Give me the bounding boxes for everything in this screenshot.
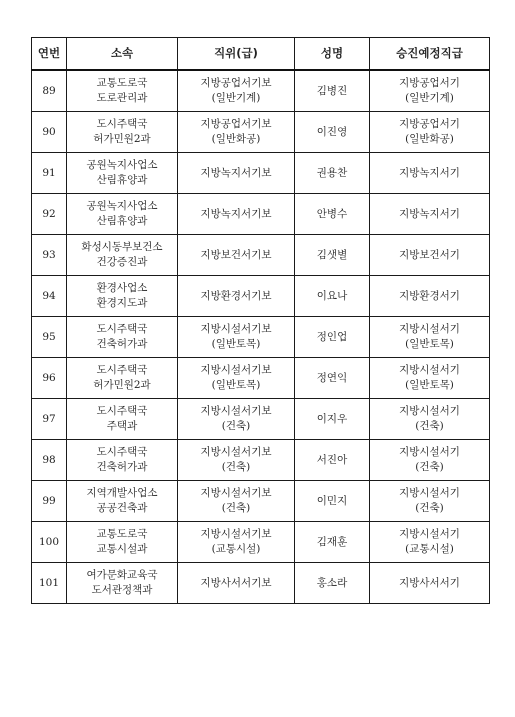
department-line: 도서관정책과 <box>91 584 153 596</box>
position-line: 지방시설서기보 <box>200 446 272 458</box>
position-line: (일반토목) <box>211 379 261 391</box>
promotion-rank-cell <box>370 481 490 522</box>
promotion-rank-line: 지방시설서기 <box>399 405 460 417</box>
position-cell <box>178 440 295 481</box>
position-cell <box>178 70 295 112</box>
name-cell: 권용찬 <box>295 153 370 194</box>
department-line: 공원녹지사업소 <box>86 159 158 171</box>
department-line: 환경지도과 <box>96 297 148 309</box>
department-cell <box>67 399 178 440</box>
header-name: 성명 <box>295 38 370 71</box>
name-cell: 이민지 <box>295 481 370 522</box>
position-line: 지방환경서기보 <box>200 289 272 302</box>
department-line: 환경사업소 <box>96 282 148 294</box>
promotion-rank-cell <box>370 358 490 399</box>
header-promotion-rank: 승진예정직급 <box>370 38 490 71</box>
position-cell <box>178 276 295 317</box>
promotion-rank-line: 지방시설서기 <box>399 446 460 458</box>
serial-number-cell: 101 <box>32 563 67 604</box>
promotion-rank-cell <box>370 440 490 481</box>
position-cell <box>178 399 295 440</box>
position-line: 지방공업서기보 <box>200 77 272 89</box>
serial-number-cell: 90 <box>32 112 67 153</box>
name-cell: 홍소라 <box>295 563 370 604</box>
header-department: 소속 <box>67 38 178 71</box>
name-cell: 이지우 <box>295 399 370 440</box>
promotion-rank-line: 지방녹지서기 <box>399 166 460 179</box>
department-line: 도시주택국 <box>96 446 148 458</box>
promotion-rank-line: (일반토목) <box>405 379 454 391</box>
position-line: 지방시설서기보 <box>200 528 272 540</box>
table-header-row <box>32 38 490 71</box>
promotion-rank-line: 지방시설서기 <box>399 528 460 540</box>
table-row <box>32 440 490 481</box>
position-cell <box>178 522 295 563</box>
promotion-rank-cell <box>370 112 490 153</box>
serial-number-cell: 89 <box>32 70 67 112</box>
promotion-rank-line: (일반토목) <box>405 338 454 350</box>
department-line: 공원녹지사업소 <box>86 200 158 212</box>
promotion-rank-line: 지방보건서기 <box>399 248 460 261</box>
position-line: 지방시설서기보 <box>200 487 272 499</box>
department-line: 도로관리과 <box>96 92 148 104</box>
position-line: (일반토목) <box>211 338 261 350</box>
promotion-rank-line: 지방시설서기 <box>399 364 460 376</box>
serial-number-cell: 100 <box>32 522 67 563</box>
department-line: 도시주택국 <box>96 405 148 417</box>
promotion-rank-cell <box>370 235 490 276</box>
header-position: 직위(급) <box>178 38 295 71</box>
promotion-rank-line: 지방공업서기 <box>399 118 460 130</box>
position-line: (일반화공) <box>211 133 261 145</box>
table-row <box>32 522 490 563</box>
promotion-rank-line: 지방시설서기 <box>399 487 460 499</box>
serial-number-cell: 94 <box>32 276 67 317</box>
serial-number-cell: 93 <box>32 235 67 276</box>
name-cell: 김병진 <box>295 70 370 112</box>
department-cell <box>67 153 178 194</box>
department-line: 도시주택국 <box>96 118 148 130</box>
table-row <box>32 358 490 399</box>
table-body <box>32 70 490 604</box>
promotion-rank-cell <box>370 70 490 112</box>
position-line: (일반기계) <box>211 92 261 104</box>
table-row <box>32 235 490 276</box>
promotion-rank-cell <box>370 399 490 440</box>
name-cell: 김샛별 <box>295 235 370 276</box>
position-line: (건축) <box>221 461 251 473</box>
promotion-rank-cell <box>370 276 490 317</box>
position-cell <box>178 563 295 604</box>
department-line: 도시주택국 <box>96 364 148 376</box>
position-line: 지방보건서기보 <box>200 248 272 261</box>
department-line: 교통도로국 <box>96 528 148 540</box>
department-line: 교통시설과 <box>96 543 148 555</box>
department-line: 건축허가과 <box>96 461 148 473</box>
department-cell <box>67 358 178 399</box>
promotion-rank-cell <box>370 563 490 604</box>
promotion-rank-line: (건축) <box>415 461 444 473</box>
promotion-rank-line: 지방공업서기 <box>399 77 460 89</box>
promotion-rank-line: 지방환경서기 <box>399 289 460 302</box>
serial-number-cell: 91 <box>32 153 67 194</box>
table-row <box>32 481 490 522</box>
position-line: 지방공업서기보 <box>200 118 272 130</box>
department-cell <box>67 317 178 358</box>
department-line: 여가문화교육국 <box>86 569 158 581</box>
department-line: 산림휴양과 <box>96 174 148 186</box>
department-cell <box>67 440 178 481</box>
department-cell <box>67 522 178 563</box>
position-line: (건축) <box>221 502 251 514</box>
position-cell <box>178 235 295 276</box>
promotion-table <box>31 37 490 604</box>
position-cell <box>178 112 295 153</box>
promotion-rank-line: (건축) <box>415 420 444 432</box>
department-line: 허가민원2과 <box>93 379 151 391</box>
name-cell: 이요나 <box>295 276 370 317</box>
table-row <box>32 153 490 194</box>
department-line: 공공건축과 <box>96 502 148 514</box>
table-row <box>32 399 490 440</box>
name-cell: 안병수 <box>295 194 370 235</box>
position-line: 지방시설서기보 <box>200 364 272 376</box>
department-cell <box>67 563 178 604</box>
serial-number-cell: 92 <box>32 194 67 235</box>
position-line: (건축) <box>221 420 251 432</box>
promotion-rank-cell <box>370 522 490 563</box>
position-line: (교통시설) <box>211 543 261 555</box>
promotion-rank-line: (일반기계) <box>405 92 454 104</box>
position-cell <box>178 481 295 522</box>
name-cell: 정연익 <box>295 358 370 399</box>
department-cell <box>67 112 178 153</box>
table-row <box>32 70 490 112</box>
promotion-rank-cell <box>370 153 490 194</box>
serial-number-cell: 99 <box>32 481 67 522</box>
promotion-rank-line: (교통시설) <box>405 543 454 555</box>
promotion-rank-cell <box>370 194 490 235</box>
department-line: 건강증진과 <box>96 256 148 268</box>
department-cell <box>67 194 178 235</box>
department-line: 건축허가과 <box>96 338 148 350</box>
department-line: 산림휴양과 <box>96 215 148 227</box>
department-line: 교통도로국 <box>96 77 148 89</box>
name-cell: 김재훈 <box>295 522 370 563</box>
position-cell <box>178 153 295 194</box>
table-row <box>32 112 490 153</box>
position-line: 지방녹지서기보 <box>200 166 272 179</box>
serial-number-cell: 97 <box>32 399 67 440</box>
department-line: 허가민원2과 <box>93 133 151 145</box>
position-line: 지방시설서기보 <box>200 323 272 335</box>
position-line: 지방사서서기보 <box>200 576 272 589</box>
promotion-rank-line: 지방사서서기 <box>399 576 460 589</box>
department-line: 도시주택국 <box>96 323 148 335</box>
position-cell <box>178 194 295 235</box>
department-line: 화성시동부보건소 <box>81 241 163 253</box>
serial-number-cell: 96 <box>32 358 67 399</box>
table-row <box>32 194 490 235</box>
table-row <box>32 276 490 317</box>
department-cell <box>67 276 178 317</box>
promotion-rank-line: (일반화공) <box>405 133 454 145</box>
department-line: 지역개발사업소 <box>86 487 158 499</box>
header-serial-number: 연번 <box>32 38 67 71</box>
promotion-rank-cell <box>370 317 490 358</box>
position-cell <box>178 358 295 399</box>
table-row <box>32 563 490 604</box>
promotion-rank-line: 지방시설서기 <box>399 323 460 335</box>
serial-number-cell: 98 <box>32 440 67 481</box>
serial-number-cell: 95 <box>32 317 67 358</box>
position-line: 지방녹지서기보 <box>200 207 272 220</box>
promotion-rank-line: 지방녹지서기 <box>399 207 460 220</box>
position-line: 지방시설서기보 <box>200 405 272 417</box>
department-cell <box>67 70 178 112</box>
department-cell <box>67 481 178 522</box>
department-cell <box>67 235 178 276</box>
name-cell: 정인업 <box>295 317 370 358</box>
table-row <box>32 317 490 358</box>
department-line: 주택과 <box>106 420 138 432</box>
name-cell: 서진아 <box>295 440 370 481</box>
name-cell: 이진영 <box>295 112 370 153</box>
position-cell <box>178 317 295 358</box>
promotion-rank-line: (건축) <box>415 502 444 514</box>
